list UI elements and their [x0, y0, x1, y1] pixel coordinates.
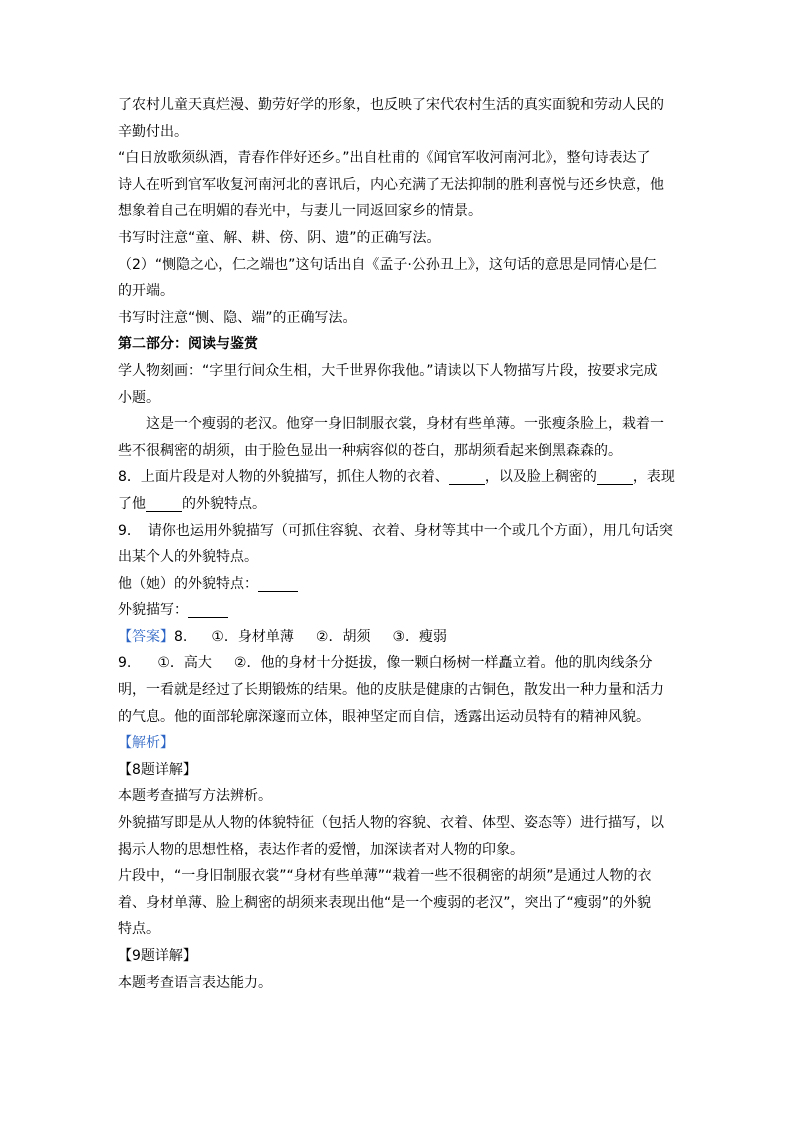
answer-blank[interactable] — [597, 468, 633, 485]
paragraph-line: 书写时注意“童、解、耕、傍、阴、遗”的正确写法。 — [118, 229, 441, 246]
analysis-line: 本题考查描写方法辨析。 — [118, 788, 272, 805]
answer-item: ①．高大 — [157, 655, 212, 672]
paragraph-line: “白日放歌须纵酒，青春作伴好还乡。”出自杜甫的《闻官军收河南河北》，整句诗表达了 — [118, 150, 651, 167]
analysis-heading-8: 【8题详解】 — [118, 761, 197, 778]
answer-item: ②．胡须 — [315, 628, 371, 645]
feature-prompt — [118, 571, 680, 598]
answer-blank[interactable] — [146, 495, 182, 512]
q8-text: ，以及脸上稠密的 — [484, 469, 597, 486]
answer-q8-prefix: 8. — [174, 628, 188, 645]
answer-blank[interactable] — [258, 575, 298, 592]
answer-line: 的气息。他的面部轮廓深邃而立体，眼神坚定而自信，透露出运动员特有的精神风貌。 — [118, 708, 650, 725]
answer-tag: 【答案】 — [118, 628, 174, 645]
answer-item: ③．瘦弱 — [392, 628, 448, 645]
q8-text: ，表现 — [632, 469, 675, 486]
paragraph-line: 想象着自己在明媚的春光中，与妻儿一同返回家乡的情景。 — [118, 203, 482, 220]
question-8-line-1 — [118, 464, 680, 491]
answer-blank[interactable] — [449, 468, 485, 485]
description-prompt — [118, 597, 680, 624]
paragraph-line: 了农村儿童天真烂漫、勤劳好学的形象，也反映了宋代农村生活的真实面貌和劳动人民的 — [118, 97, 664, 113]
answer-line-8 — [118, 624, 680, 651]
analysis-line: 揭示人物的思想性格，表达作者的爱憎，加深读者对人物的印象。 — [118, 841, 524, 858]
analysis-tag: 【解析】 — [118, 735, 174, 752]
paragraph-line: 的开端。 — [118, 283, 174, 300]
intro-line: 学人物刻画：“字里行间众生相，大千世界你我他。”请读以下人物描写片段，按要求完成 — [118, 362, 658, 379]
analysis-line: 着、身材单薄、脸上稠密的胡须来表现出他“是一个瘦弱的老汉”，突出了“瘦弱”的外貌 — [118, 894, 652, 911]
analysis-line: 本题考查语言表达能力。 — [118, 974, 272, 991]
answer-line: 明，一看就是经过了长期锻炼的结果。他的皮肤是健康的古铜色，散发出一种力量和活力 — [118, 682, 664, 699]
document-content — [118, 92, 680, 996]
answer-line-9 — [118, 650, 680, 677]
q8-text: 的外貌特点。 — [182, 495, 266, 512]
paragraph-line: （2）“恻隐之心，仁之端也”这句话出自《孟子·公孙丑上》，这句话的意思是同情心是仁 — [118, 256, 657, 273]
answer-item: ①．身材单薄 — [211, 628, 294, 645]
q8-text: 8．上面片段是对人物的外貌描写，抓住人物的衣着、 — [118, 469, 449, 486]
passage-line: 这是一个瘦弱的老汉。他穿一身旧制服衣裳，身材有些单薄。一张瘦条脸上，栽着一 — [146, 416, 664, 433]
description-label: 外貌描写： — [118, 602, 188, 619]
question-9-line: 出某个人的外貌特点。 — [118, 549, 258, 566]
q8-text: 了他 — [118, 495, 146, 512]
analysis-line: 外貌描写即是从人物的体貌特征（包括人物的容貌、衣着、体型、姿态等）进行描写，以 — [118, 815, 664, 832]
paragraph-line: 诗人在听到官军收复河南河北的喜讯后，内心充满了无法抑制的胜利喜悦与还乡快意，他 — [118, 176, 664, 193]
intro-line: 小题。 — [118, 389, 160, 406]
answer-item: ②．他的身材十分挺拔，像一颗白杨树一样矗立着。他的肌肉线条分 — [233, 655, 653, 672]
answer-blank[interactable] — [188, 601, 228, 618]
section-title: 第二部分：阅读与鉴赏 — [118, 336, 258, 353]
feature-label: 他（她）的外貌特点： — [118, 575, 258, 592]
analysis-line: 特点。 — [118, 921, 160, 938]
analysis-line: 片段中，“一身旧制服衣裳”“身材有些单薄”“栽着一些不很稠密的胡须”是通过人物的衣 — [118, 868, 652, 885]
question-9-line: 9． 请你也运用外貌描写（可抓住容貌、衣着、身材等其中一个或几个方面），用几句话突 — [118, 522, 673, 539]
question-8-line-2 — [118, 491, 680, 518]
answer-q9-prefix: 9. — [118, 655, 132, 672]
paragraph-line: 辛勤付出。 — [118, 123, 188, 140]
passage-line: 些不很稠密的胡须，由于脸色显出一种病容似的苍白，那胡须看起来倒黑森森的。 — [118, 442, 622, 459]
paragraph-line: 书写时注意“恻、隐、端”的正确写法。 — [118, 309, 357, 326]
analysis-heading-9: 【9题详解】 — [118, 948, 197, 964]
